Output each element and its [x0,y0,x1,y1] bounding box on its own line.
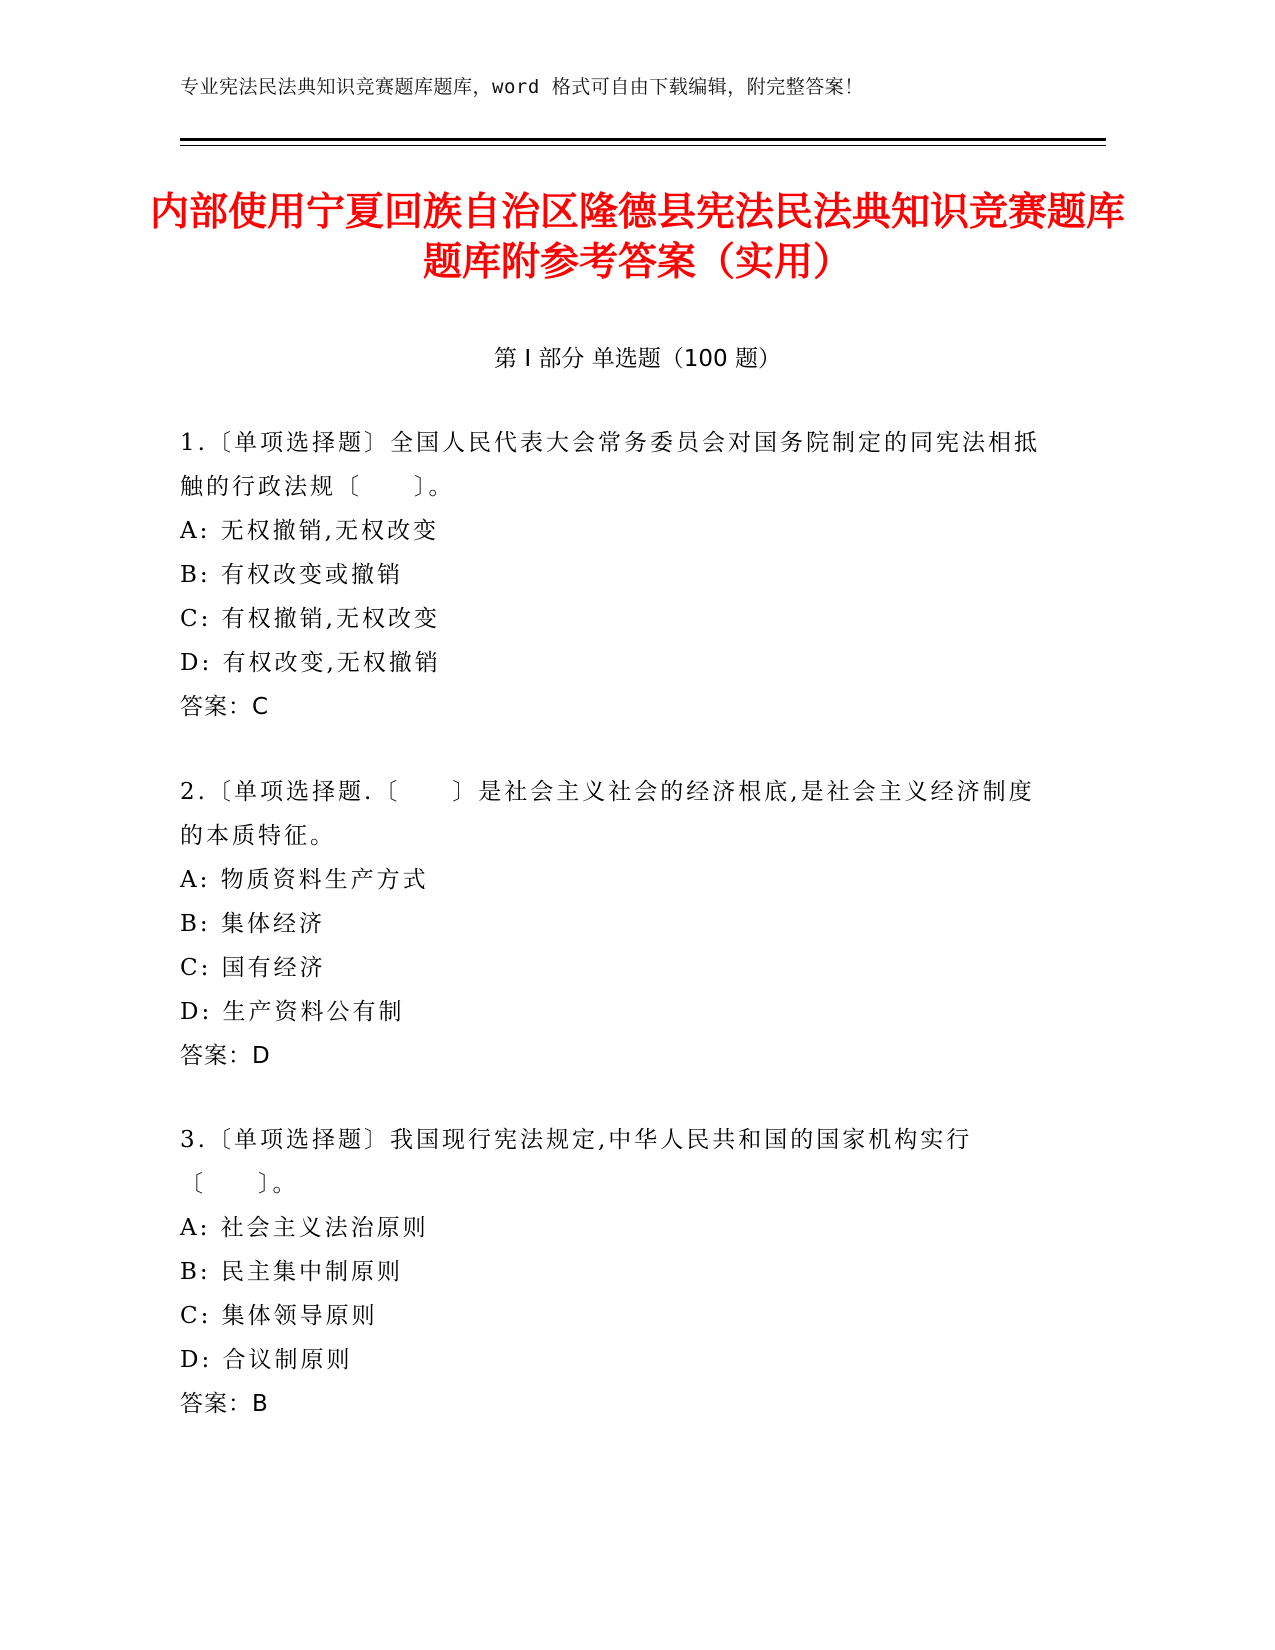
option-a: A: 无权撤销,无权改变 [180,518,439,544]
option-d: D: 生产资料公有制 [180,999,405,1025]
question-stem: 3.〔单项选择题〕我国现行宪法规定,中华人民共和国的国家机构实行〔 〕。 [180,1127,973,1197]
question-block [180,421,1040,729]
option-b: B: 集体经济 [180,911,325,937]
question-stem: 1.〔单项选择题〕全国人民代表大会常务委员会对国务院制定的同宪法相抵触的行政法规〔 〕。 [180,430,1040,500]
question-block [180,1118,1040,1426]
option-d: D: 有权改变,无权撤销 [180,650,441,676]
option-a: A: 物质资料生产方式 [180,867,429,893]
option-c: C: 集体领导原则 [180,1303,378,1329]
option-c: C: 国有经济 [180,955,326,981]
header-note: 专业宪法民法典知识竞赛题库题库，word 格式可自由下载编辑，附完整答案！ [180,76,864,98]
answer: 答案：B [180,1391,269,1417]
header-rule-thin [180,145,1106,146]
answer: 答案：D [180,1043,271,1069]
option-b: B: 民主集中制原则 [180,1259,403,1285]
option-b: B: 有权改变或撤销 [180,562,403,588]
question-block [180,770,1040,1078]
header-rule [180,138,1106,141]
option-d: D: 合议制原则 [180,1347,353,1373]
option-c: C: 有权撤销,无权改变 [180,606,440,632]
answer: 答案：C [180,694,270,720]
option-a: A: 社会主义法治原则 [180,1215,429,1241]
section-heading: 第 I 部分 单选题（100 题） [494,346,781,372]
question-stem: 2.〔单项选择题.〔 〕是社会主义社会的经济根底,是社会主义经济制度的本质特征。 [180,779,1035,849]
document-title: 内部使用宁夏回族自治区隆德县宪法民法典知识竞赛题库题库附参考答案（实用） [150,190,1126,285]
